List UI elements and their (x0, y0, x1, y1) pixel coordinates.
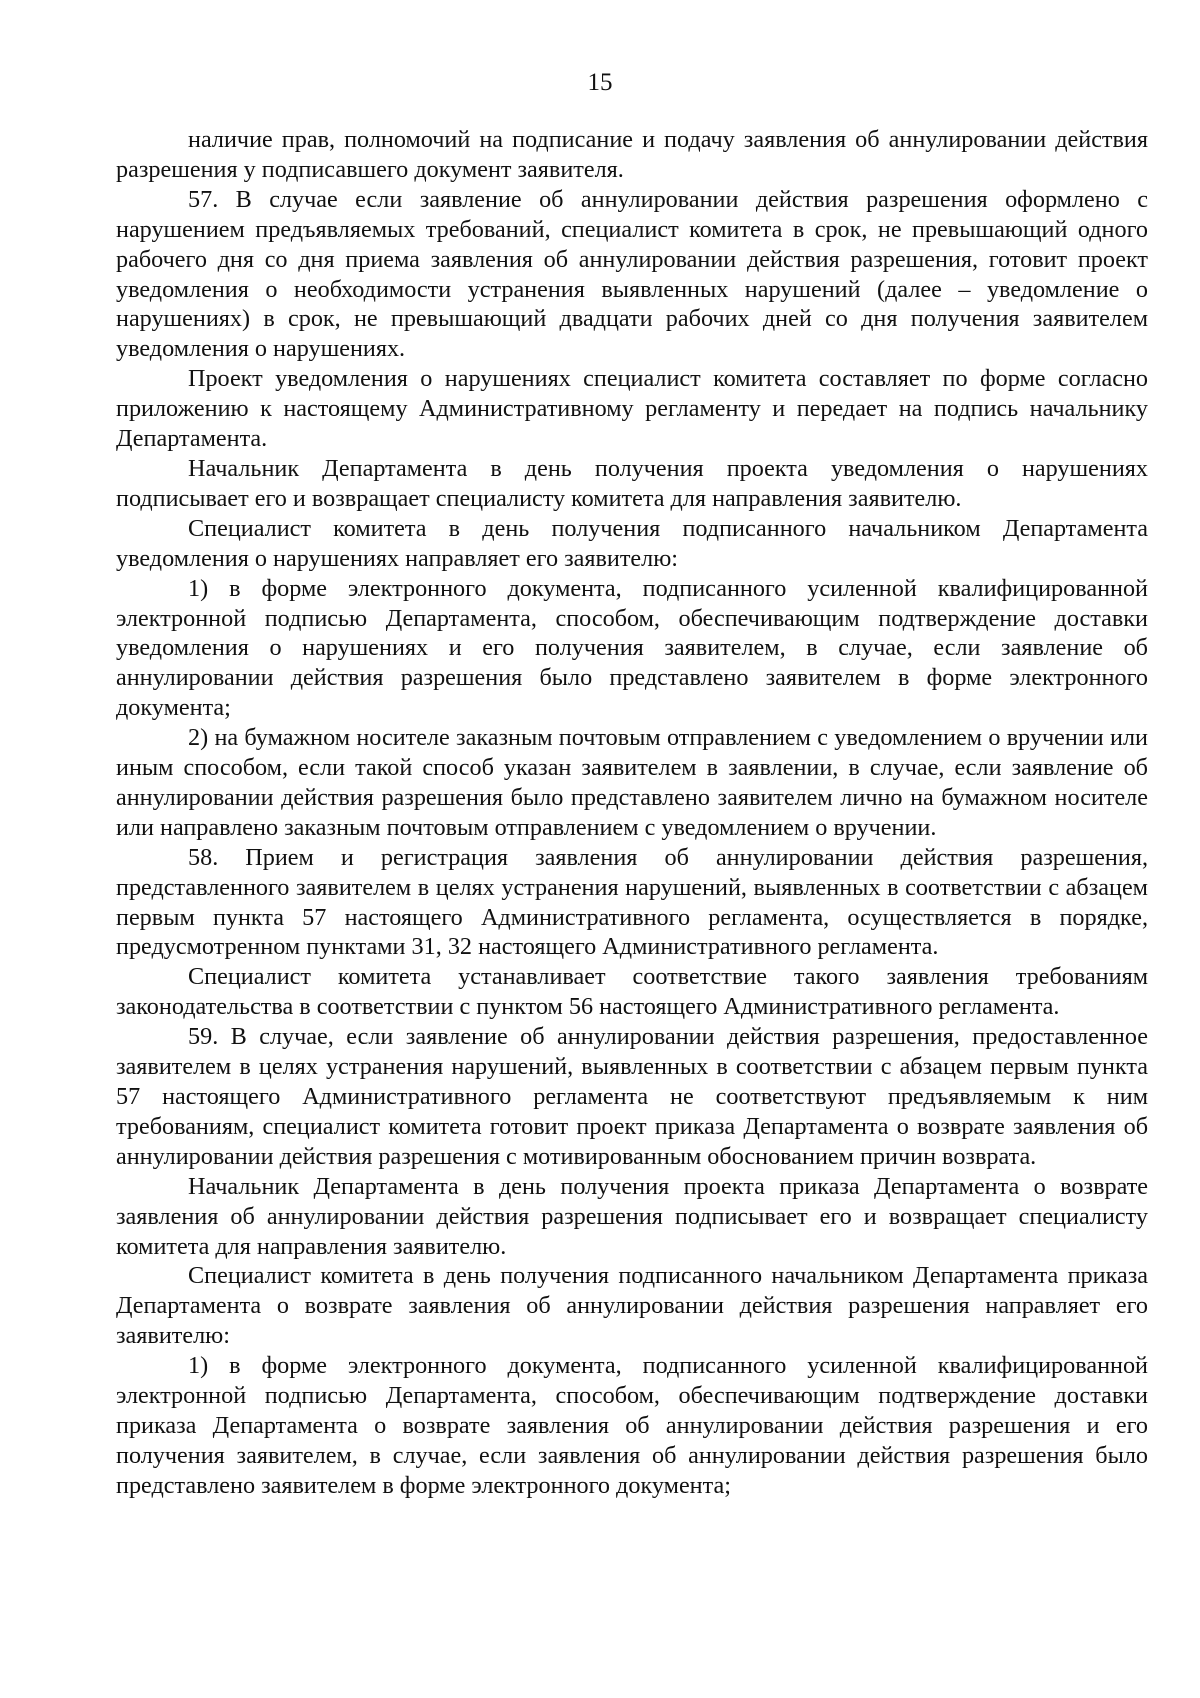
paragraph: Специалист комитета устанавливает соответствие такого заявления требованиям законодательства в соответствии с пунктом 56 настоящего Административного регламента. (116, 963, 1148, 1021)
paragraph: 1) в форме электронного документа, подписанного усиленной квалифицированной электронной подписью Департамента, способом, обеспечивающим подтверждение доставки приказа Департамента о возврате заявления об аннулировании действия разрешения и его получения заявителем, в случае, если заявления об аннулировании действия разрешения было представлено заявителем в форме электронного документа; (116, 1352, 1148, 1499)
document-body (116, 125, 1148, 1501)
paragraph: 59. В случае, если заявление об аннулировании действия разрешения, предоставленное заявителем в целях устранения нарушений, выявленных в соответствии с абзацем первым пункта 57 настоящего Административного регламента не соответствуют предъявляемым к ним требованиям, специалист комитета готовит проект приказа Департамента о возврате заявления об аннулировании действия разрешения с мотивированным обоснованием причин возврата. (116, 1023, 1148, 1170)
paragraph: 58. Прием и регистрация заявления об аннулировании действия разрешения, представленного заявителем в целях устранения нарушений, выявленных в соответствии с абзацем первым пункта 57 настоящего Административного регламента, осуществляется в порядке, предусмотренном пунктами 31, 32 настоящего Административного регламента. (116, 843, 1148, 961)
paragraph: 57. В случае если заявление об аннулировании действия разрешения оформлено с нарушением предъявляемых требований, специалист комитета в срок, не превышающий одного рабочего дня со дня приема заявления об аннулировании действия разрешения, готовит проект уведомления о необходимости устранения выявленных нарушений (далее – уведомление о нарушениях) в срок, не превышающий двадцати рабочих дней со дня получения заявителем уведомления о нарушениях. (116, 185, 1148, 363)
paragraph: Специалист комитета в день получения подписанного начальником Департамента приказа Департамента о возврате заявления об аннулировании действия разрешения направляет его заявителю: (116, 1262, 1148, 1350)
paragraph: Начальник Департамента в день получения проекта приказа Департамента о возврате заявления об аннулировании действия разрешения подписывает его и возвращает специалисту комитета для направления заявителю. (116, 1172, 1148, 1260)
paragraph: Начальник Департамента в день получения проекта уведомления о нарушениях подписывает его и возвращает специалисту комитета для направления заявителю. (116, 454, 1148, 512)
page-number: 15 (587, 69, 613, 96)
paragraph: Проект уведомления о нарушениях специалист комитета составляет по форме согласно приложению к настоящему Административному регламенту и передает на подпись начальнику Департамента. (116, 365, 1148, 453)
paragraph: 1) в форме электронного документа, подписанного усиленной квалифицированной электронной подписью Департамента, способом, обеспечивающим подтверждение доставки уведомления о нарушениях и его получения заявителем, в случае, если заявление об аннулировании действия разрешения было представлено заявителем в форме электронного документа; (116, 574, 1148, 722)
paragraph: Специалист комитета в день получения подписанного начальником Департамента уведомления о нарушениях направляет его заявителю: (116, 514, 1148, 572)
paragraph: 2) на бумажном носителе заказным почтовым отправлением с уведомлением о вручении или иным способом, если такой способ указан заявителем в заявлении, в случае, если заявление об аннулировании действия разрешения было представлено заявителем лично на бумажном носителе или направлено заказным почтовым отправлением с уведомлением о вручении. (116, 724, 1148, 841)
paragraph: наличие прав, полномочий на подписание и подачу заявления об аннулировании действия разрешения у подписавшего документ заявителя. (116, 126, 1148, 183)
